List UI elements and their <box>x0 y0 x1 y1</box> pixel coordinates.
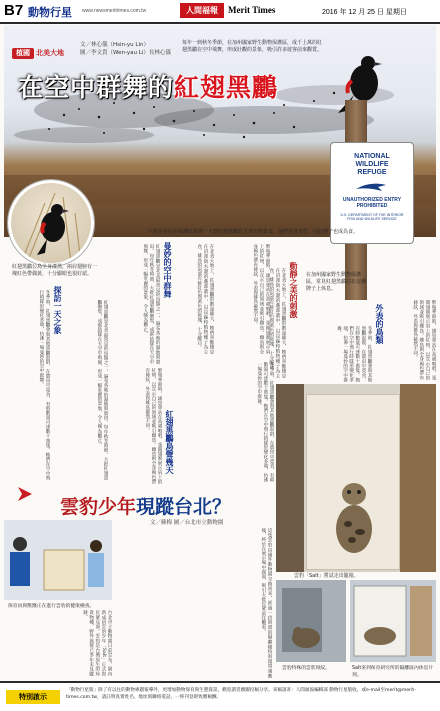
article2-column: 這隻雲豹由國外動物園交換而來，經過一段時間的隔離檢疫與環境適應後，終於在展示場中露面，吸引大批民眾前往觀看。 <box>260 528 272 678</box>
sign-line: WILDLIFE <box>355 161 389 168</box>
photo-caption: 雲豹特殊的雲狀斑紋。 <box>282 666 330 671</box>
photo-caption: 保育員與獸醫正在進行雲豹的健康檢查。 <box>8 604 95 609</box>
blackbird-inset-photo <box>8 180 94 266</box>
article-tag-sub: 北美大地 <box>36 49 64 57</box>
clouded-leopard-icon <box>324 474 384 554</box>
page-footer <box>0 681 440 711</box>
clouded-leopard-icon <box>350 580 436 662</box>
leopard-photo-3 <box>350 580 436 662</box>
sign-line: U.S. DEPARTMENT OF THE INTERIOR <box>340 213 404 217</box>
subhead: 紅翅黑鸝鳥聲幾天 <box>165 410 174 474</box>
title-white-part: 在空中群舞的 <box>18 73 175 102</box>
masthead: Merit Times <box>228 5 276 15</box>
section-name: 動物行星 <box>28 6 72 19</box>
notice-badge: 特別啟示 <box>6 690 60 704</box>
hero-caption: 只要是在原州保護區每到一大群紅翅黑鸝在玉米田裡覓食，他們是覓食性，因此種子也成為食。 <box>148 229 359 235</box>
inset-caption: 紅翅黑鸝公鳥全身漆黑，兩肩翅膀有一塊紅色帶偶黃，十分顯眼也很好認。 <box>12 264 98 277</box>
sign-line: UNAUTHORIZED ENTRY <box>342 197 402 203</box>
newspaper-logo: 人間福報 <box>180 3 224 18</box>
article1-column: 繁殖季節時，雄鳥會站在高處鳴唱，張開翅膀展示肩上的紅斑，以宣示自己的領域並吸引雌鳥。雌鳥則全身褐色帶有條紋，外表與雄鳥截然不同。 <box>144 368 162 484</box>
article1-column: 繁殖季節時，雄鳥會站在高處鳴唱，張開翅膀展示肩上的紅斑，以宣示自己的領域並吸引雌鳥。雌鳥則全身褐色帶有條紋，外表與雄鳥截然不同。 <box>252 244 270 354</box>
article1-byline: 文／林心儀（Hsin-yu Lin） 圖／李文貴（Wen-yau Li）長林心儀 <box>80 42 171 56</box>
article1-column: 在北美大地上，紅翅黑鸝的數量龐大，牠們喜歡棲息在沼澤與水邊的蘆葦叢中，以昆蟲和植物種子為主食。雄鳥的肩部有鮮紅色與黃色的斑塊，十分醒目。 <box>268 268 286 378</box>
article2-column: 台北市立動物園日前宣布，園內新成員雲豹少年「Salt」正式與民眾見面。雲豹是台灣原生的珍貴物種，野外族群已多年未見蹤跡。 <box>82 610 112 676</box>
sign-line: FISH AND WILDLIFE SERVICE <box>347 217 397 221</box>
vets-photo <box>4 520 112 600</box>
article1-column: 冬季時，紅翅黑鸝會與其他黑鸝混群，在農田中覓食，有時數量可達數十萬隻。牠們在空中飛行時隊形變化多端，彷彿一場曼妙的空中群舞。 <box>256 362 274 482</box>
article2-title <box>60 492 231 519</box>
article2-byline: 文／蘇梅 圖／台北市立動物園 <box>150 520 224 526</box>
footer-notice: 「動物行星版」除了有以往的動物專題報導外，更增加動物保育與生態資訊，歡迎讀者踴躍投稿分享。來稿請寄：人間福報編輯部 動物行星版收，或e-mail至merit@merit-times.com.tw，請註明真實姓名、地址與聯絡電話，一經刊登即致贈稿酬。 <box>66 688 416 700</box>
title-red-part: 雲豹少年 <box>60 496 137 518</box>
subhead: 曼妙的空中群舞 <box>163 242 172 298</box>
leopard-photo-2 <box>276 580 346 662</box>
perched-blackbird-icon <box>11 183 91 263</box>
title-red-part: 紅翅黑鸝 <box>174 73 279 102</box>
article1-column: 冬季時，紅翅黑鸝會與其他黑鸝混群，在農田中覓食，有時數量可達數十萬隻。牠們在空中飛行時隊形變化多端，彷彿一場曼妙的空中群舞。 <box>38 290 50 480</box>
article1-title <box>18 68 278 104</box>
photo-caption: 雲豹「Salt」嘗試走出籠箱。 <box>294 573 359 579</box>
clouded-leopard-photo <box>276 384 436 572</box>
article-tag: 植國 <box>12 48 34 59</box>
article1-column: 紅翅黑鸝是北美最常見的鳥類之一，遍布各地的濕地與農田。每年秋冬時節，大批紅翅黑鸝聚集，成群結隊在天空中飛舞，形成一幅壯麗的景象，令人嘆為觀止。 <box>142 244 160 364</box>
section-url: www.newsmeritrimes.com.tw <box>82 8 147 14</box>
article1-column: 在北美大地上，紅翅黑鸝的數量龐大，牠們喜歡棲息在沼澤與水邊的蘆葦叢中，以昆蟲和植物種子為主食。雄鳥的肩部有鮮紅色與黃色的斑塊，十分醒目。 <box>196 244 214 354</box>
sign-line: REFUGE <box>357 169 387 176</box>
subhead: 動靜之美的刺激 <box>289 262 298 318</box>
subhead: 探訪一天之象 <box>53 286 62 334</box>
article1-intro: 每年一到秋冬季節，在加州國家野生動物保護區，成千上萬的紅翅黑鸝在空中飛舞，形成壯觀的景象，吸引許多遊客前來觀賞。 <box>182 40 323 53</box>
page-number: B7 <box>4 2 24 19</box>
issue-date: 2016 年 12 月 25 日 星期日 <box>322 9 407 16</box>
article1-column: 紅翅黑鸝是北美最常見的鳥類之一，遍布各地的濕地與農田。每年秋冬時節，大批紅翅黑鸝聚集，成群結隊在天空中飛舞，形成一幅壯麗的景象，令人嘆為觀止。 <box>96 300 108 480</box>
page-header <box>0 0 440 24</box>
photo-caption: Salt來到保育研究所的隔離區內休息片刻。 <box>352 666 434 678</box>
article1-column: 繁殖季節時，雄鳥會站在高處鳴唱，張開翅膀展示肩上的紅斑，以宣示自己的領域並吸引雌鳥。雌鳥則全身褐色帶有條紋，外表與雄鳥截然不同。 <box>412 300 436 380</box>
article1-column: 冬季時，紅翅黑鸝會與其他黑鸝混群，在農田中覓食，有時數量可達數十萬隻。牠們在空中飛行時隊形變化多端，彷彿一場曼妙的空中群舞。 <box>336 326 372 382</box>
subhead: 外表的鳥類 <box>375 304 384 344</box>
title-blue-part: 現蹤台北？ <box>136 496 232 518</box>
goose-logo-icon <box>352 179 392 193</box>
title-ornament-icon <box>18 486 32 500</box>
people-with-crate-icon <box>4 520 112 600</box>
sign-caption: 在加州國家野生動物保護區，常見紅翅黑鸝站在這種牌子上休息。 <box>306 272 367 292</box>
sign-line: NATIONAL <box>354 153 390 160</box>
sign-line: PROHIBITED <box>356 203 388 209</box>
clouded-leopard-icon <box>276 580 346 662</box>
wall-panel <box>400 384 436 572</box>
wall-panel <box>276 384 304 572</box>
